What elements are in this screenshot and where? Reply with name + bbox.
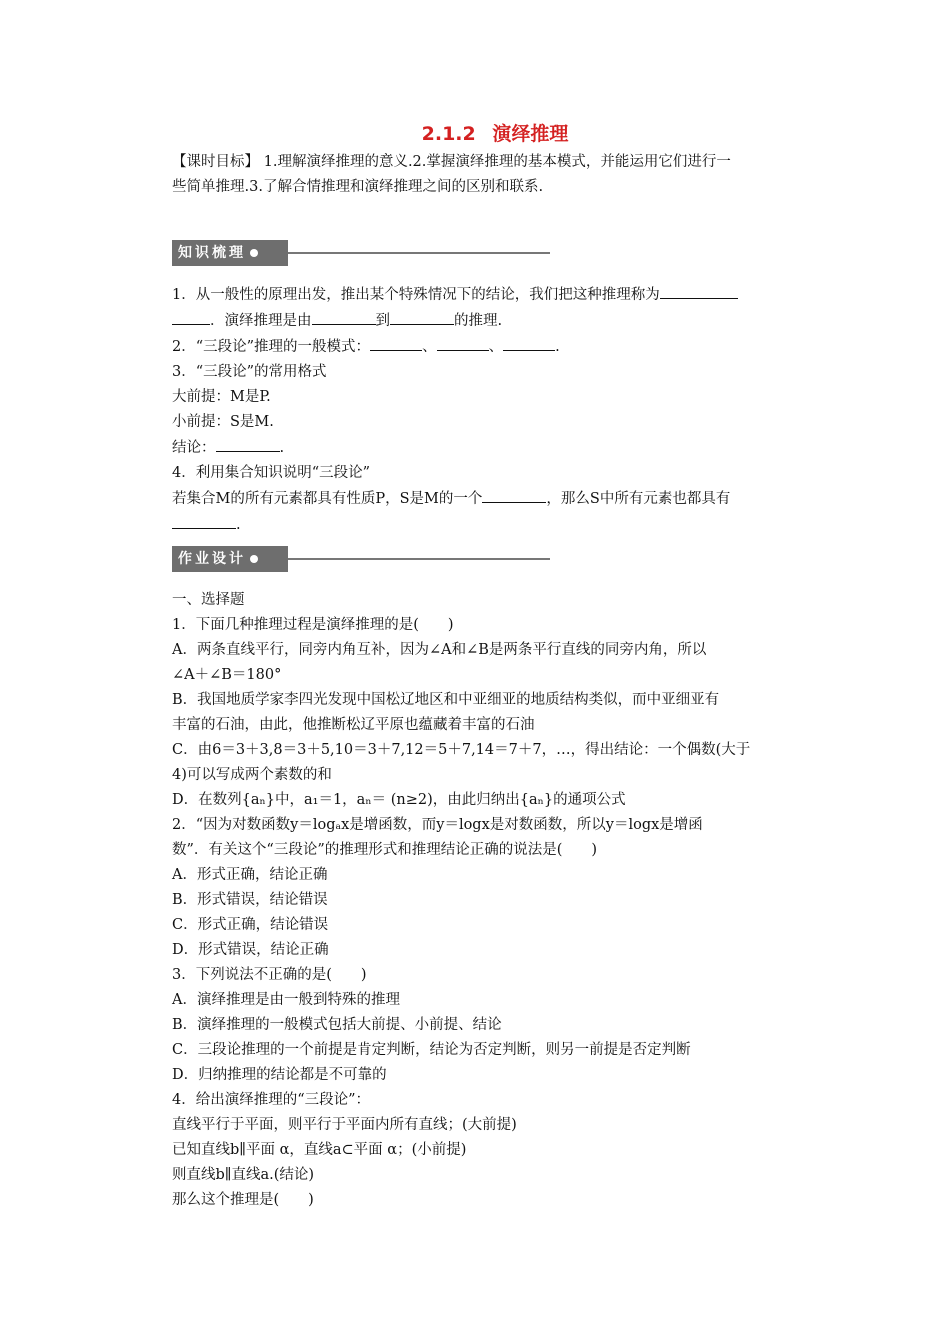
text: C．由6＝3＋3,8＝3＋5,10＝3＋7,12＝5＋7,14＝7＋7，…，得出结论：一个偶数(大于: [172, 742, 751, 758]
section-header-homework: [172, 546, 818, 576]
knowledge-item-1: [172, 282, 818, 334]
text: ，那么S中所有元素也都具有: [546, 491, 731, 507]
answer-blank[interactable]: [437, 334, 489, 351]
section-label: 知识梳理: [178, 245, 246, 261]
answer-blank[interactable]: [660, 282, 738, 299]
q4-line-4: 那么这个推理是( ): [172, 1192, 314, 1208]
text: 丰富的石油，由此，他推断松辽平原也蕴藏着丰富的石油: [172, 717, 535, 733]
text: 数”．有关这个“三段论”的推理形式和推理结论正确的说法是( ): [172, 842, 598, 858]
answer-blank[interactable]: [370, 334, 422, 351]
section-header-knowledge: [172, 240, 818, 270]
question-3: 3．下列说法不正确的是( ): [172, 967, 367, 983]
conclusion-line: [172, 435, 818, 461]
q4-line-2: 已知直线b∥平面 α，直线a⊂平面 α；(小前提): [172, 1142, 467, 1158]
q3-option-c: C．三段论推理的一个前提是肯定判断，结论为否定判断，则另一前提是否定判断: [172, 1042, 691, 1058]
text: .: [555, 339, 560, 355]
q2-option-b: B．形式错误，结论错误: [172, 892, 328, 908]
q2-option-d: D．形式错误，结论正确: [172, 942, 329, 958]
title-number: 2.1.2: [421, 123, 476, 145]
text: 到: [375, 313, 390, 329]
answer-blank[interactable]: [216, 435, 280, 452]
text: 的推理.: [454, 313, 503, 329]
question-1: 1．下面几种推理过程是演绎推理的是( ): [172, 617, 454, 633]
homework-heading: 一、选择题: [172, 592, 245, 608]
minor-premise: 小前提：S是M.: [172, 414, 274, 430]
text: 2．“因为对数函数y＝logₐx是增函数，而y＝logx是对数函数，所以y＝logx是增函: [172, 817, 703, 833]
q2-option-a: A．形式正确，结论正确: [172, 867, 328, 883]
bullet-dot-icon: [250, 249, 258, 257]
document-page: [172, 118, 818, 1213]
text: B．我国地质学家李四光发现中国松辽地区和中亚细亚的地质结构类似，而中亚细亚有: [172, 692, 720, 708]
q1-option-b: [172, 688, 818, 738]
answer-blank[interactable]: [172, 512, 236, 529]
major-premise: 大前提：M是P.: [172, 389, 271, 405]
question-4: 4．给出演绎推理的“三段论”：: [172, 1092, 371, 1108]
q4-line-1: 直线平行于平面，则平行于平面内所有直线；(大前提): [172, 1117, 517, 1133]
knowledge-item-4: 4．利用集合知识说明“三段论”: [172, 465, 371, 481]
section-tab: [172, 546, 288, 572]
section-label: 作业设计: [178, 551, 246, 567]
text: 若集合M的所有元素都具有性质P，S是M的一个: [172, 491, 483, 507]
q2-option-c: C．形式正确，结论错误: [172, 917, 329, 933]
answer-blank[interactable]: [312, 308, 376, 325]
text: .: [236, 517, 241, 533]
title-text: 演绎推理: [492, 123, 569, 145]
section-divider: [288, 558, 550, 560]
answer-blank[interactable]: [503, 334, 555, 351]
text: 4)可以写成两个素数的和: [172, 767, 332, 783]
q3-option-d: D．归纳推理的结论都是不可靠的: [172, 1067, 387, 1083]
goals-line2: 些简单推理.3.了解合情推理和演绎推理之间的区别和联系.: [172, 179, 544, 195]
text: 、: [488, 339, 504, 355]
goals-label: 【课时目标】: [172, 154, 259, 170]
page-title: [172, 118, 818, 150]
text: 结论：: [172, 440, 216, 456]
text: 1．从一般性的原理出发，推出某个特殊情况下的结论，我们把这种推理称为: [172, 287, 660, 303]
q1-option-c: [172, 738, 818, 788]
q3-option-a: A．演绎推理是由一般到特殊的推理: [172, 992, 400, 1008]
q4-line-3: 则直线b∥直线a.(结论): [172, 1167, 315, 1183]
text: .: [279, 440, 285, 456]
knowledge-item-2: [172, 334, 818, 360]
section-divider: [288, 252, 550, 254]
q1-option-d: D．在数列{aₙ}中，a₁＝1，aₙ＝ (n≥2)，由此归纳出{aₙ}的通项公式: [172, 792, 626, 808]
answer-blank[interactable]: [390, 308, 454, 325]
section-tab: [172, 240, 288, 266]
text: 2．“三段论”推理的一般模式：: [172, 339, 371, 355]
knowledge-item-4-body: [172, 486, 818, 538]
answer-blank[interactable]: [172, 308, 210, 325]
answer-blank[interactable]: [482, 486, 546, 503]
question-2: [172, 813, 818, 863]
bullet-dot-icon: [250, 555, 258, 563]
text: ∠A＋∠B＝180°: [172, 667, 282, 683]
text: 、: [422, 339, 437, 355]
q1-option-a: [172, 638, 818, 688]
text: ．演绎推理是由: [210, 313, 312, 329]
text: A．两条直线平行，同旁内角互补，因为∠A和∠B是两条平行直线的同旁内角，所以: [172, 642, 707, 658]
goals-line1: 1.理解演绎推理的意义.2.掌握演绎推理的基本模式，并能运用它们进行一: [259, 154, 731, 170]
knowledge-item-3: 3．“三段论”的常用格式: [172, 364, 327, 380]
lesson-goals: [172, 150, 818, 200]
q3-option-b: B．演绎推理的一般模式包括大前提、小前提、结论: [172, 1017, 502, 1033]
